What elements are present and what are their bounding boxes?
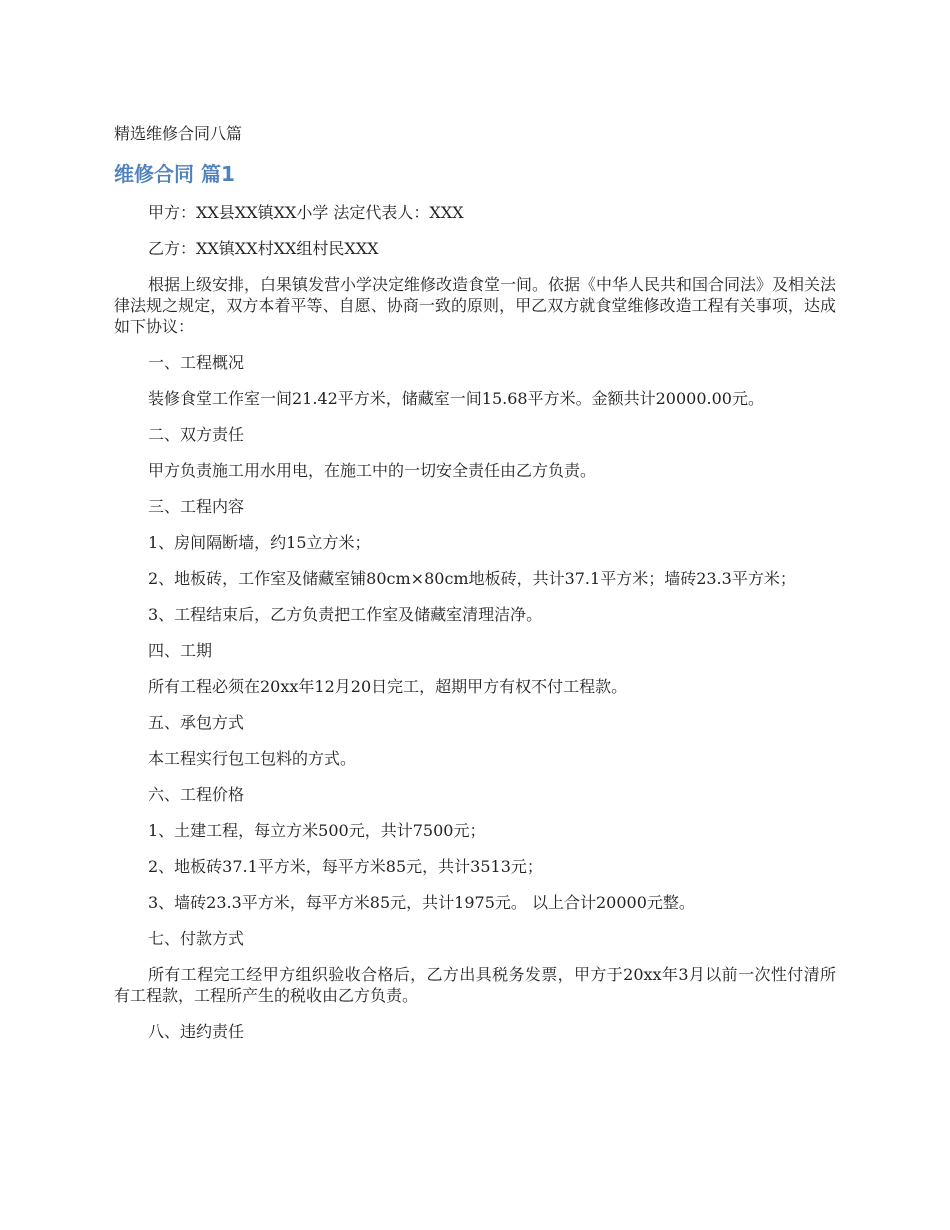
price-item-3: 3、墙砖23.3平方米，每平方米85元，共计1975元。 以上合计20000元整。: [148, 893, 695, 912]
clause-heading-overview: 一、工程概况: [148, 353, 245, 372]
payment-paragraph: 所有工程完工经甲方组织验收合格后，乙方出具税务发票，甲方于20xx年3月以前一次性付清所有工程款，工程所产生的税收由乙方负责。: [114, 965, 836, 1005]
price-item-2: 2、地板砖37.1平方米，每平方米85元，共计3513元；: [148, 857, 543, 876]
content-item-1: 1、房间隔断墙，约15立方米；: [148, 533, 371, 552]
overview-paragraph: 装修食堂工作室一间21.42平方米，储藏室一间15.68平方米。金额共计20000.00元。: [148, 389, 764, 408]
party-a-line: 甲方：XX县XX镇XX小学 法定代表人：XXX: [148, 203, 464, 222]
contracting-paragraph: 本工程实行包工包料的方式。: [148, 749, 357, 768]
party-b-line: 乙方：XX镇XX村XX组村民XXX: [148, 239, 379, 258]
price-item-1: 1、土建工程，每立方米500元，共计7500元；: [148, 821, 486, 840]
document-page: [114, 122, 836, 1057]
clause-heading-contracting: 五、承包方式: [148, 713, 245, 732]
clause-heading-responsibilities: 二、双方责任: [148, 425, 245, 444]
schedule-paragraph: 所有工程必须在20xx年12月20日完工，超期甲方有权不付工程款。: [148, 677, 628, 696]
clause-heading-content: 三、工程内容: [148, 497, 245, 516]
document-title: 精选维修合同八篇: [114, 124, 243, 143]
responsibilities-paragraph: 甲方负责施工用水用电，在施工中的一切安全责任由乙方负责。: [148, 461, 597, 480]
clause-heading-price: 六、工程价格: [148, 785, 245, 804]
clause-heading-schedule: 四、工期: [148, 641, 213, 660]
content-item-3: 3、工程结束后，乙方负责把工作室及储藏室清理洁净。: [148, 605, 543, 624]
content-item-2: 2、地板砖，工作室及储藏室铺80cm×80cm地板砖，共计37.1平方米；墙砖23.3平方米；: [148, 569, 796, 588]
section-heading: 维修合同 篇1: [114, 162, 235, 186]
preamble-paragraph: 根据上级安排，白果镇发营小学决定维修改造食堂一间。依据《中华人民共和国合同法》及相关法律法规之规定，双方本着平等、自愿、协商一致的原则，甲乙双方就食堂维修改造工程有关事项，达成如下协议：: [114, 275, 837, 336]
clause-heading-liability: 八、违约责任: [148, 1022, 245, 1041]
clause-heading-payment: 七、付款方式: [148, 929, 245, 948]
